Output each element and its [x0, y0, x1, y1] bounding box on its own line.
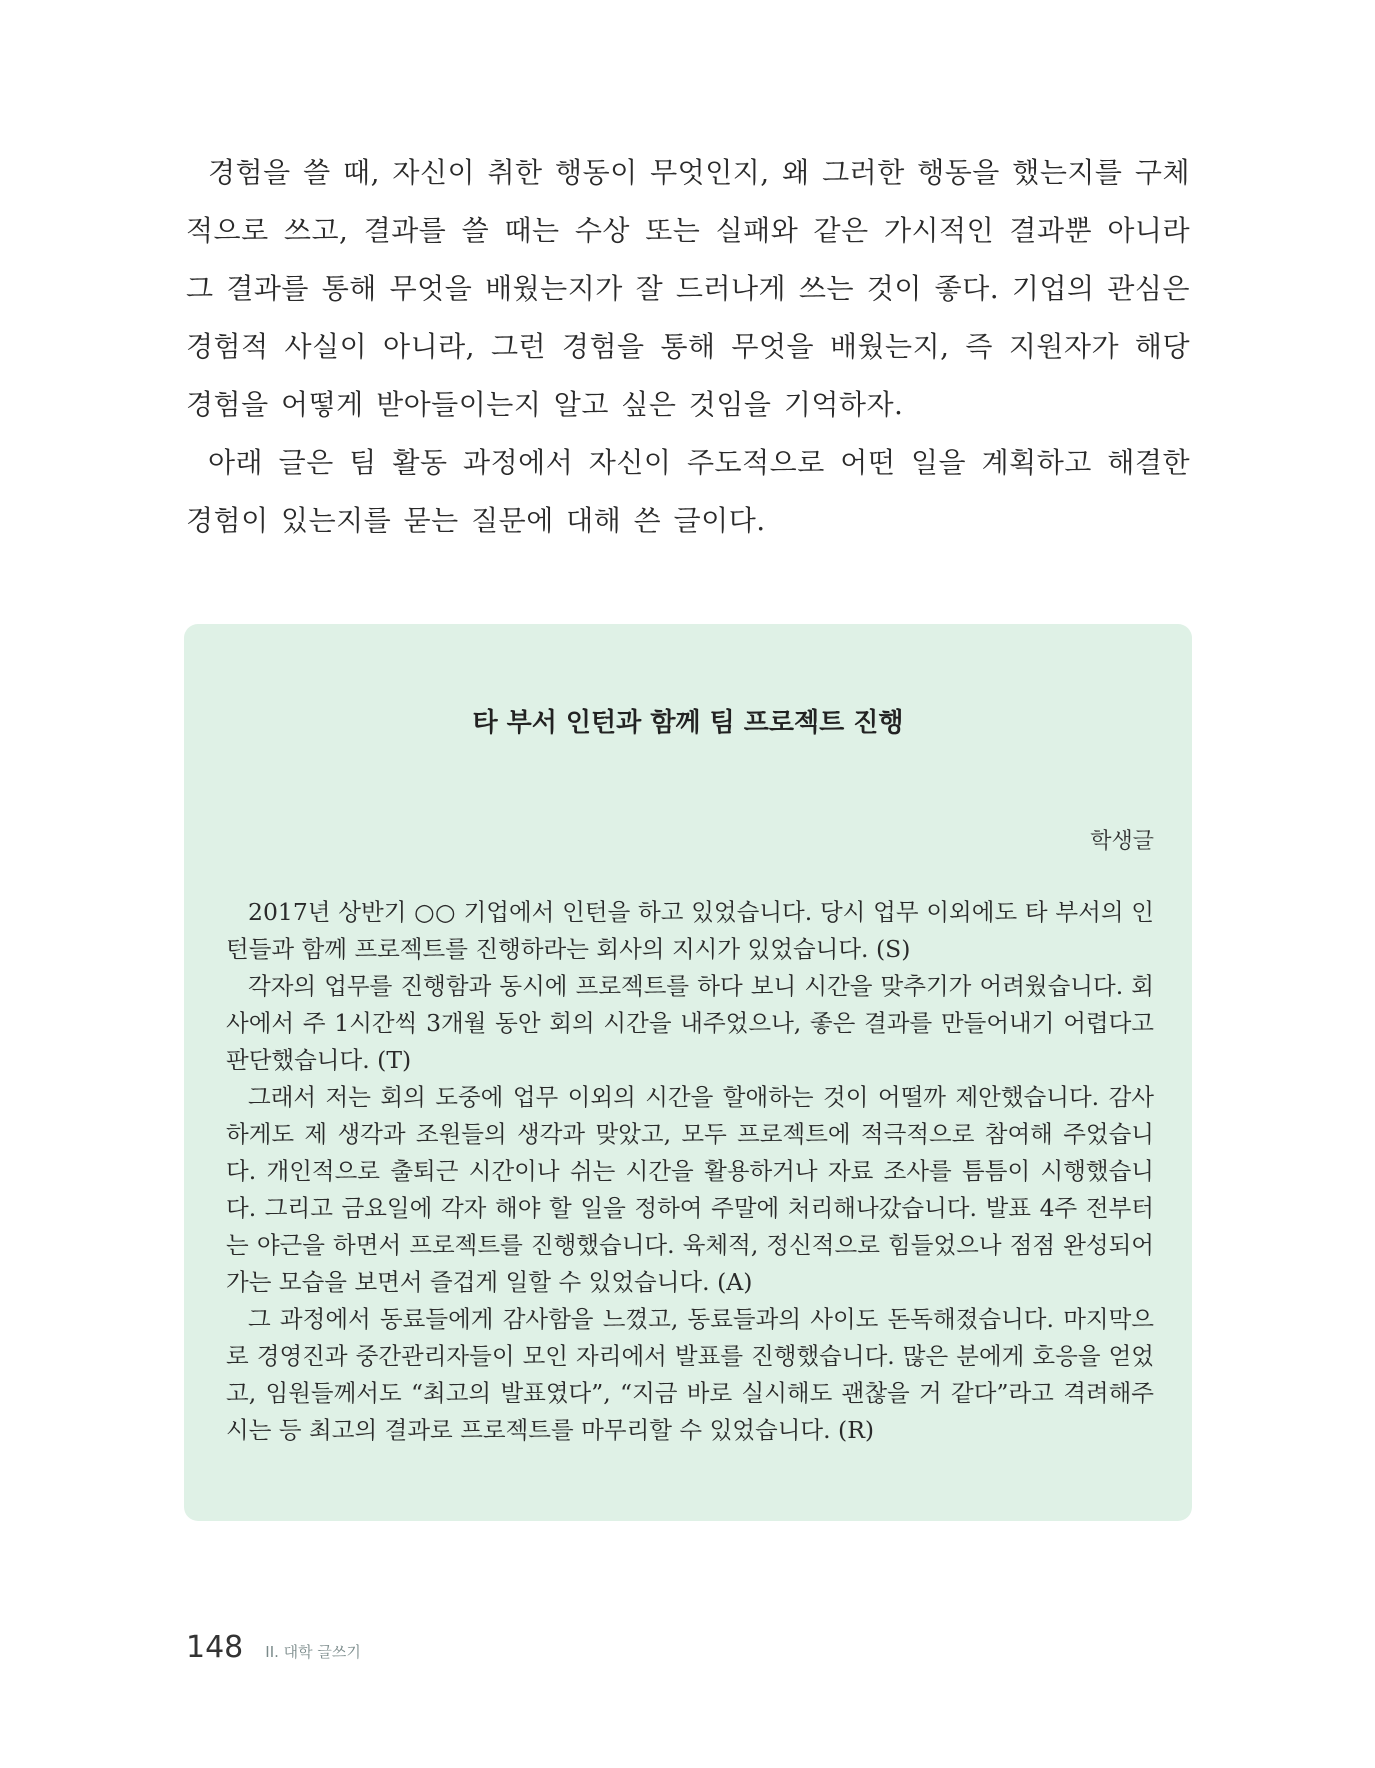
intro-paragraph-2: 아래 글은 팀 활동 과정에서 자신이 주도적으로 어떤 일을 계획하고 해결한 경험이 있는지를 묻는 질문에 대해 쓴 글이다. [186, 446, 1190, 537]
example-paragraph-action: 그래서 저는 회의 도중에 업무 이외의 시간을 할애하는 것이 어떨까 제안했습니다. 감사하게도 제 생각과 조원들의 생각과 맞았고, 모두 프로젝트에 적극적으로 참여해 주었습니다. 개인적으로 출퇴근 시간이나 쉬는 시간을 활용하거나 자료 조사를 틈틈이 시행했습니다. 그리고 금요일에 각자 해야 할 일을 정하여 주말에 처리해나갔습니다. 발표 4주 전부터는 야근을 하면서 프로젝트를 진행했습니다. 육체적, 정신적으로 힘들었으나 점점 완성되어가는 모습을 보면서 즐겁게 일할 수 있었습니다. (A) [226, 1083, 1154, 1296]
intro-text [186, 144, 1190, 550]
example-paragraph-result: 그 과정에서 동료들에게 감사함을 느꼈고, 동료들과의 사이도 돈독해졌습니다. 마지막으로 경영진과 중간관리자들이 모인 자리에서 발표를 진행했습니다. 많은 분에게 호응을 얻었고, 임원들께서도 “최고의 발표였다”, “지금 바로 실시해도 괜찮을 거 같다”라고 격려해주시는 등 최고의 결과로 프로젝트를 마무리할 수 있었습니다. (R) [226, 1305, 1154, 1444]
section-label: II. 대학 글쓰기 [265, 1643, 361, 1661]
page-footer [186, 1630, 361, 1665]
example-body [226, 894, 1154, 1449]
page-number: 148 [186, 1630, 244, 1665]
example-paragraph-situation: 2017년 상반기 ○○ 기업에서 인턴을 하고 있었습니다. 당시 업무 이외에도 타 부서의 인턴들과 함께 프로젝트를 진행하라는 회사의 지시가 있었습니다. (S) [226, 898, 1154, 963]
example-paragraph-task: 각자의 업무를 진행함과 동시에 프로젝트를 하다 보니 시간을 맞추기가 어려웠습니다. 회사에서 주 1시간씩 3개월 동안 회의 시간을 내주었으나, 좋은 결과를 만들어내기 어렵다고 판단했습니다. (T) [226, 972, 1154, 1074]
intro-paragraph-1: 경험을 쓸 때, 자신이 취한 행동이 무엇인지, 왜 그러한 행동을 했는지를 구체적으로 쓰고, 결과를 쓸 때는 수상 또는 실패와 같은 가시적인 결과뿐 아니라 그 결과를 통해 무엇을 배웠는지가 잘 드러나게 쓰는 것이 좋다. 기업의 관심은 경험적 사실이 아니라, 그런 경험을 통해 무엇을 배웠는지, 즉 지원자가 해당 경험을 어떻게 받아들이는지 알고 싶은 것임을 기억하자. [186, 156, 1190, 421]
example-title: 타 부서 인턴과 함께 팀 프로젝트 진행 [472, 708, 904, 738]
example-essay-box [184, 624, 1192, 1521]
example-author: 학생글 [1090, 829, 1154, 854]
